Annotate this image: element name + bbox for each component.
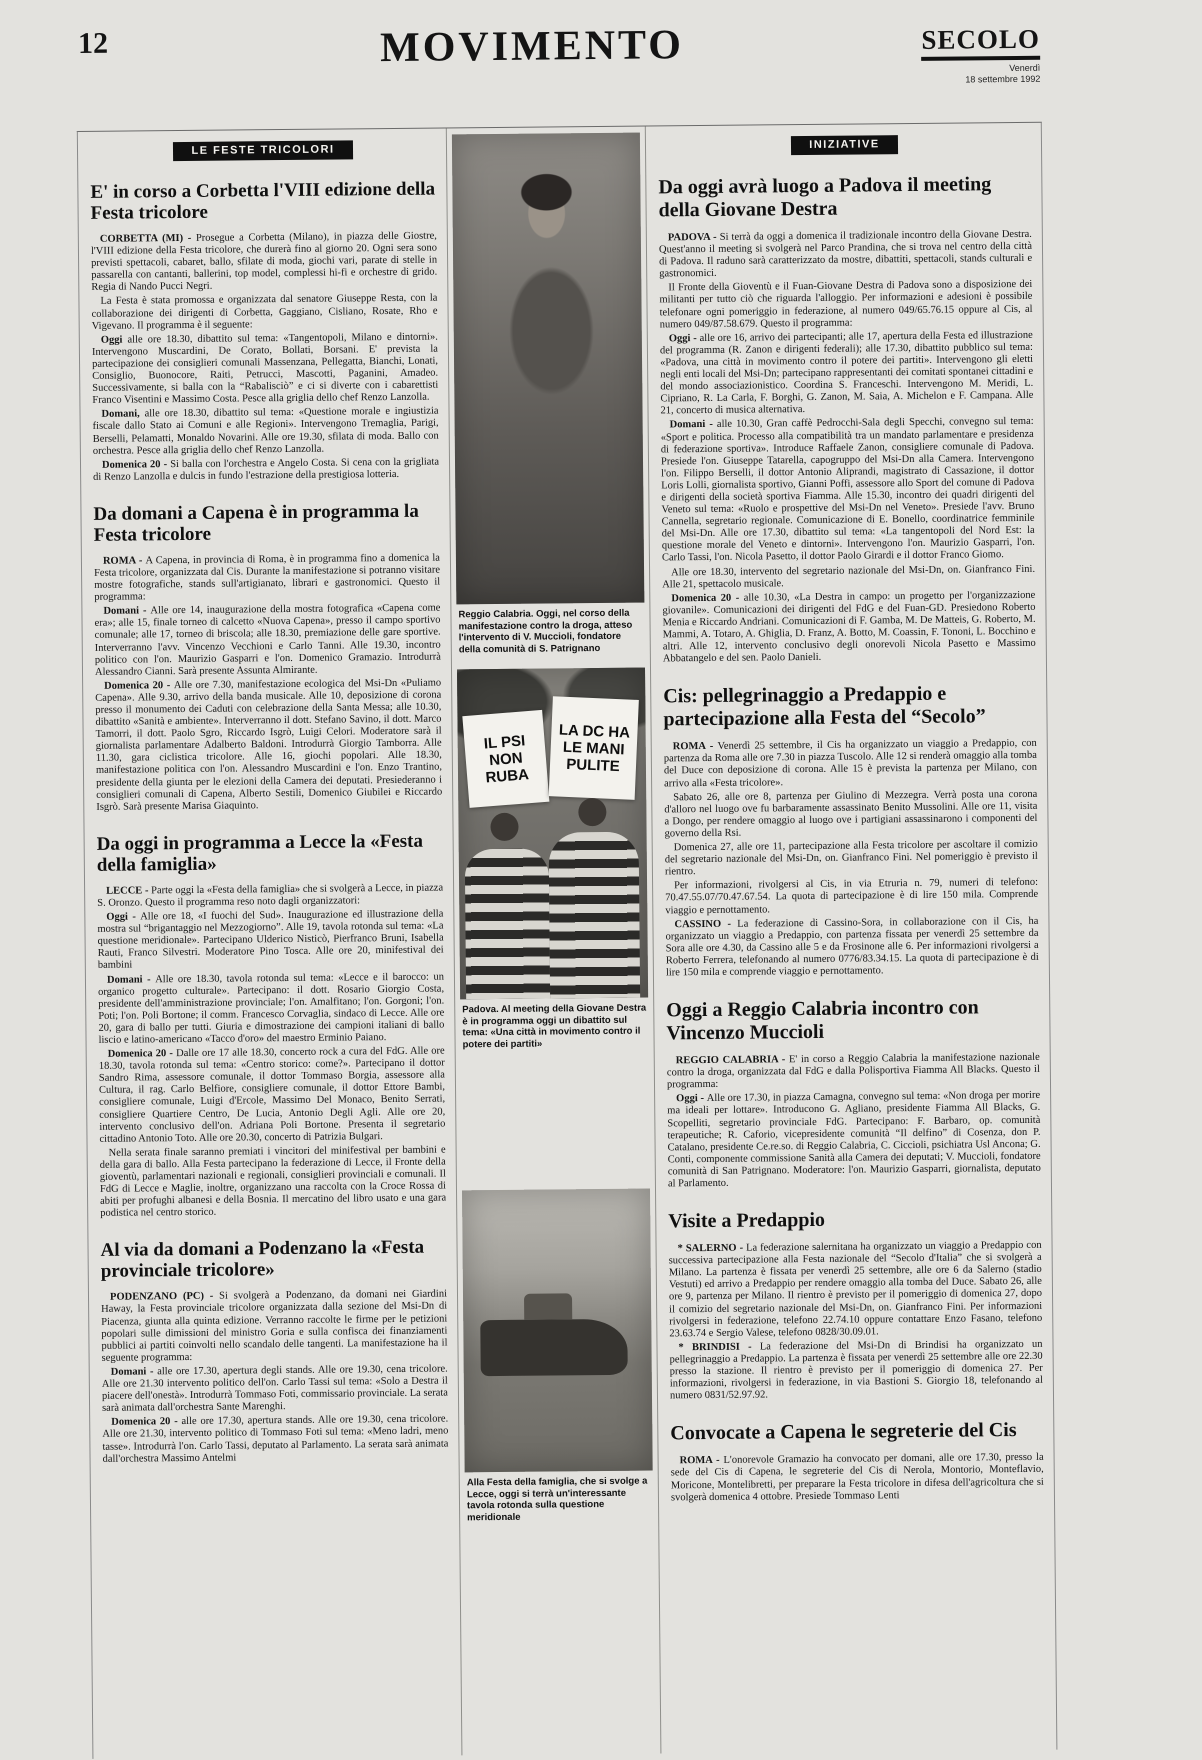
article-body — [91, 231, 439, 484]
content-frame — [77, 122, 1058, 1759]
column-photos — [447, 127, 661, 1756]
article-body — [101, 1289, 449, 1466]
article-paragraph: ROMA - L'onorevole Gramazio ha convocato per domani, alle ore 17.30, presso la sede del Cis di Capena, le segreterie del Cis di Nerola, Montorio, Monteflavio, Moricone, Montelibretti, per preparare la Festa tricolore in difesa dell'agricoltura che si svolgerà domenica 4 ottobre. Presiede Tommaso Lenti — [670, 1452, 1044, 1503]
photo-block-reggio — [452, 133, 645, 656]
photo-caption: Padova. Al meeting della Giovane Destra è in programma oggi un dibattito sul tema: «Una città in movimento contro il potere dei partiti» — [462, 1002, 647, 1050]
article-lecce — [97, 830, 447, 1220]
article-paragraph: Domenica 20 - Si balla con l'orchestra e Angelo Costa. Si cena con la grigliata di Renzo Lanzolla e dulcis in fundo l'estrazione della prestigiosa lotteria. — [93, 456, 440, 483]
article-paragraph: Domenica 27, alle ore 11, partecipazione alla Festa tricolore per ascoltare il comizio del segretario nazionale del Msi-Dn, on. Gianfranco Fini. Nel pomeriggio è previsto il rientro. — [664, 838, 1038, 878]
article-headline: Convocate a Capena le segreterie del Cis — [670, 1419, 1017, 1445]
article-paragraph: Domani, alle ore 18.30, dibattito sul tema: «Questione morale e ingiustizia fiscale dallo Stato ai Comuni e alle Regioni». Intervengono Tremaglia, Parigi, Berselli, Pelamatti, Monaldo Novarini. Alle ore 19.30, sfilata di moda. Ballo con orchestra. Pesce alla griglia dello chef Renzo Lanzolla. — [92, 405, 439, 457]
person-head — [578, 798, 606, 826]
photo-caption: Reggio Calabria. Oggi, nel corso della manifestazione contro la droga, atteso l'intervento di V. Muccioli, fondatore della comunità di S. Patrignano — [458, 607, 633, 655]
masthead-secolo: SECOLO — [921, 24, 1040, 61]
article-convocate-capena — [670, 1419, 1044, 1504]
article-headline: Da oggi in programma a Lecce la «Festa della famiglia» — [96, 830, 424, 876]
section-tag-iniziative: INIZIATIVE — [791, 135, 898, 155]
article-headline: Oggi a Reggio Calabria incontro con Vincenzo Muccioli — [666, 996, 979, 1045]
article-paragraph: Domenica 20 - Dalle ore 17 alle 18.30, concerto rock a cura del FdG. Alle ore 18.30, tavola rotonda sul tema: «Centro storico: come?». Partecipano il dottor Sandro Rima, assessore comunale, il dottor Tommaso Borgia, assessore alla Cultura, il rag. Carlo Belfiore, consigliere comunale, il dottor Ettore Bambi, consigliere comunale, Luigi d'Ercole, Massimo Del Monaco, Benito Serrati, consigliere Quartiere Centro, De Lucia, Antonio Degli Agli. Alle ore 20, intervento conclusivo dell'on. Adriana Poli Bortone. Presenta il segretario cittadino Antonio Toto. Alle ore 20.30, concerto di Patrizia Bulgari. — [98, 1045, 446, 1145]
article-paragraph: Oggi alle ore 18.30, dibattito sul tema: «Tangentopoli, Milano e dintorni». Intervengono Muscardini, De Corato, Bollati, Borsani. E' prevista la partecipazione dei consiglieri comunali Massenzana, Pellegatta, Bianchi, Lonati, Consiglio, Buonocore, Raiti, Petrucci, Mascotti, Paganini, Amadeo. Successivamente, si balla con la “Rabalisciò” e ci si diverte con i cabarettisti Franco Visentini e Massimo Costa. Pesce alla griglia dello chef Renzo Lanzolla. — [91, 331, 439, 407]
section-title: MOVIMENTO — [379, 22, 685, 72]
article-headline: Cis: pellegrinaggio a Predappio e partecipazione alla Festa del “Secolo” — [663, 682, 986, 731]
masthead-box — [921, 24, 1040, 86]
article-body — [97, 882, 446, 1220]
article-body — [664, 738, 1039, 979]
article-paragraph: REGGIO CALABRIA - E' in corso a Reggio Calabria la manifestazione nazionale contro la droga, organizzata dal FdG e dalla Polisportiva Fiamma All Blacks. Questo il programma: — [666, 1051, 1040, 1091]
article-capena — [93, 500, 442, 813]
article-paragraph: Oggi - alle ore 16, arrivo dei partecipanti; alle 17, apertura della Festa ed illustrazione del programma (R. Zanon e dirigenti federali); alle 17.30, dibattito pubblico sul tema: «Padova, una città in movimento contro il potere dei partiti». Intervengono gli eletti negli enti locali del Msi-Dn; partecipano rappresentanti dei comitati spontanei cittadini e del mondo associazionistico. Coordina S. Franceschi. Intervengono M. Meridi, L. Cipriano, R. La Carla, F. Borghi, G. Zanon, M. Saia, A. Michelon e F. Campana. Alle 21, concerto di musica alternativa. — [659, 329, 1034, 417]
article-paragraph: Sabato 26, alle ore 8, partenza per Giulino di Mezzegra. Verrà posta una corona d'alloro nel luogo ove fu barbaramente assassinato Benito Mussolini. Alle ore 11, visita a Dongo, per rendere omaggio al luogo ove i partigiani assassinarono i componenti del governo della Rsi. — [664, 788, 1038, 840]
boat-shape — [480, 1318, 627, 1375]
article-paragraph: Domani - Alle ore 14, inaugurazione della mostra fotografica «Capena come era»; alle 15, finale torneo di calcetto «Nuova Capena», presso il campo sportivo comunale; alle 17, torneo di briscola; alle 18.30, premiazione delle gare sportive. Interverranno l'avv. Vincenzo Vecchioni e Carlo Tanni. Alle 19.30, incontro politico con l'on. Maurizio Gasparri e l'on. Domenico Gramazio. Introdurrà Alessandro Cianni. Sarà presente Assunta Almirante. — [94, 602, 441, 678]
section-tag-feste-tricolori: LE FESTE TRICOLORI — [173, 140, 352, 161]
article-paragraph: * BRINDISI - La federazione del Msi-Dn di Brindisi ha organizzato un pellegrinaggio a Predappio. La partenza è fissata per venerdì 25 settembre alle ore 22.30 presso la stazione. Il rientro è previsto per il pomeriggio di domenica 27. Per informazioni, rivolgersi in federazione, in via Bastioni S. Giorgio 18, telefonando al numero 0831/52.97.92. — [669, 1338, 1043, 1402]
article-reggio-muccioli — [666, 996, 1041, 1191]
article-paragraph: Domenica 20 - alle ore 17.30, apertura stands. Alle ore 19.30, cena tricolore. Alle ore 21.30, intervento politico di Tommaso Foti sul tema: «Meno ladri, meno tasse». Introdurrà l'on. Carlo Tassi, deputato al Parlamento. La serata sarà animata dall'orchestra Massimo Antelmi — [102, 1413, 449, 1465]
photo-block-lecce — [462, 1189, 653, 1524]
article-paragraph: LECCE - Parte oggi la «Festa della famiglia» che si svolgerà a Lecce, in piazza S. Oronzo. Questo il programma reso noto dagli organizzatori: — [97, 882, 444, 909]
article-paragraph: * SALERNO - La federazione salernitana ha organizzato un viaggio a Predappio con successiva partecipazione alla Festa nazionale del “Secolo d'Italia” che si svolgerà a Milano. La partenza è fissata per venerdì 25 settembre, alle ore 6 da Salerno (stadio Vestuti) ed arrivo a Predappio per rendere omaggio alla tomba del Duce. Sabato 26, alle ore 9, partenza per Milano. Il rientro è previsto per il pomeriggio di domenica 27, dopo il comizio del segretario nazionale del Msi-Dn, on. Gianfranco Fini. Per informazioni rivolgersi in federazione, telefono 22.74.10 oppure contattare Enzo Fasano, telefono 23.63.74 e Sergio Valese, telefono 0828/30.09.01. — [668, 1239, 1043, 1340]
striped-shirt — [549, 832, 641, 999]
article-body — [671, 1452, 1044, 1504]
article-paragraph: Domani - alle 10.30, Gran caffè Pedrocchi-Sala degli Specchi, convegno sul tema: «Sport e politica. Processo alla compatibilità tra un mandato parlamentare e presidenza di federazione sportiva». Introduce Raffaele Zanon, consigliere comunale di Padova. Presiede l'on. Giuseppe Tatarella, capogruppo del Msi-Dn alla Camera. Intervengono l'on. Filippo Berselli, il dottor Antonio Aliprandi, magistrato di Cassazione, il dottor Loris Lolli, giornalista sportivo, Gianni Poffi, assessore allo Sport del comune di Padova e dirigenti della società sportiva Fiamma. Alle 15.30, incontro dei quadri dirigenti del Veneto sul tema: «Ruolo e prospettive del Msi-Dn nel Veneto». Presiede l'avv. Bruno Cannella, segretario regionale. Comunicazione di E. Bonello, coordinatrice femminile del Msi-Dn. Alle ore 17.30, dibattito sul tema: «La tangentopoli del Nord Est: la questione morale del Veneto e dintorni». Intervengono l'on. Maurizio Gasparri, l'on. Carlo Tassi, l'on. Nicola Pasetto, il dottor Paolo Girardi e il dottor Franco Giomo. — [660, 416, 1035, 564]
photo-caption: Alla Festa della famiglia, che si svolge a Lecce, oggi si terrà un'interessante tavola rotonda sulla questione meridionale — [466, 1475, 648, 1523]
article-corbetta — [90, 179, 439, 484]
article-paragraph: Domenica 20 - Alle ore 7.30, manifestazione ecologica del Msi-Dn «Puliamo Capena». Alle 9.30, arrivo della banda musicale. Alle 10, deposizione di corona presso il monumento dei Caduti con celebrazione della Santa Messa; alle 10.30, dibattito «Sanità e ambiente». Interverranno il dott. Stefano Savino, il dott. Marco Tamorri, il dott. Paolo Sgro, Riccardo Isgrò, Luigi Celori. Moderatore sarà il giornalista parlamentare Adalberto Baldoni. Introdurrà Giorgio Tamborra. Alle 11.30, gara ciclistica tricolore. Alle 16, giochi popolari. Alle 18.30, manifestazione politica con l'on. Alessandro Muscardini e l'on. Enzo Trantino, presidente della giunta per le elezioni della Camera dei deputati. Presiederanno i consiglieri comunali di Capena, Alberto Sestili, Domenico Giubilei e Riccardo Isgrò. Sarà presente Marisa Giaquinto. — [95, 677, 443, 813]
article-paragraph: ROMA - Venerdì 25 settembre, il Cis ha organizzato un viaggio a Predappio, con partenza da Roma alle ore 7.30 in piazza Tuscolo. Alle 12 si renderà omaggio alla tomba del Duce con deposizione di corona. Alle 15 è prevista la partenza per Milano, con arrivo alla «Festa tricolore». — [663, 738, 1038, 789]
article-body — [94, 552, 442, 813]
photo-portrait-muccioli — [452, 133, 645, 605]
article-paragraph: Alle ore 18.30, intervento del segretario nazionale del Msi-Dn, on. Gianfranco Fini. Alle 21, spettacolo musicale. — [662, 563, 1036, 591]
section-tag-row — [90, 139, 436, 162]
article-paragraph: ROMA - A Capena, in provincia di Roma, è in programma fino a domenica la Festa tricolore, organizzata dal Cis. Durante la manifestazione si potranno visitare mostre fotografiche, stands sull'artigianato, librari e gastronomici. Questo il programma: — [94, 552, 441, 604]
article-paragraph: Nella serata finale saranno premiati i vincitori del minifestival per bambini e della gara di ballo. Alla Festa partecipano la federazione di Lecce, il Fronte della gioventù, parlamentari nazionali e regionali, consiglieri provinciali e comunali. Il FdG di Lecce e Maglie, inoltre, organizzano una raccolta con la Croce Rossa di abiti per profughi albanesi e della Bosnia. Il mercatino del libro usato e una gara podistica nel centro storico. — [99, 1144, 447, 1220]
article-headline: Visite a Predappio — [668, 1208, 826, 1233]
article-paragraph: PODENZANO (PC) - Si svolgerà a Podenzano, da domani nei Giardini Haway, la Festa provinciale tricolore organizzata dalla sezione del Msi-Dn di Piacenza, giunta alla quinta edizione. Verranno raccolte le firme per le petizioni popolari sulle dimissioni del ministro Goria e sulla confisca dei finanziamenti pubblici ai partiti coinvolti nello scandalo delle tangenti. La manifestazione ha il seguente programma: — [101, 1288, 448, 1364]
article-paragraph: Domani - Alle ore 18.30, tavola rotonda sul tema: «Lecce e il barocco: un organico progetto culturale». Partecipano: il dott. Rosario Giorgio Costa, presidente dell'amministrazione provinciale; l'on. Amalfitano; l'on. Gorgoni; l'on. Poti; l'on. Poli Bortone; il comm. Francesco Corvaglia, sindaco di Lecce. Alle ore 20, gara di ballo per tutti. Giuria e dimostrazione dei campioni italiani di ballo liscio e latino-americano «Tacco d'oro» del maestro Erminio Paiano. — [98, 971, 445, 1046]
protest-sign-dc — [549, 696, 639, 800]
article-cis-predappio — [663, 682, 1039, 979]
article-paragraph: Per informazioni, rivolgersi al Cis, in via Etruria n. 79, numeri di telefono: 70.47.55.07/70.47.67.54. La quota di partecipazione è di lire 150 mila. Comprende viaggio e pernottamento. — [665, 877, 1039, 916]
striped-shirt — [465, 849, 550, 1000]
article-headline: E' in corso a Corbetta l'VIII edizione della Festa tricolore — [90, 178, 436, 224]
issue-date — [922, 63, 1041, 86]
article-headline: Al via da domani a Podenzano la «Festa provinciale tricolore» — [100, 1237, 425, 1283]
column-right — [646, 123, 1057, 1754]
issue-date-full: 18 settembre 1992 — [965, 73, 1041, 85]
article-paragraph: La Festa è stata promossa e organizzata dal senatore Giuseppe Resta, con la collaborazione dei dirigenti di Corbetta, Gaggiano, Cisliano, Rosate, Rho e Vigevano. Il programma è il seguente: — [91, 293, 438, 332]
sign-text: LA DC HA LE MANI PULITE — [558, 721, 631, 775]
photo-protest-signs — [457, 668, 648, 1000]
column-left — [78, 128, 462, 1758]
article-headline: Da domani a Capena è in programma la Festa tricolore — [93, 500, 419, 546]
article-body — [667, 1052, 1041, 1191]
article-paragraph: PADOVA - Si terrà da oggi a domenica il tradizionale incontro della Giovane Destra. Quest'anno il meeting si svolgerà nel Parco Prandina, che si trova nel centro della città di Padova. Il raduno sarà caratterizzato da mostre, dibattiti, spettacoli, stands culturali e gastronomici. — [658, 228, 1033, 280]
article-body — [659, 229, 1036, 666]
photo-boat-scene — [462, 1189, 653, 1473]
page-number: 12 — [77, 26, 109, 60]
sign-text: IL PSI NON RUBA — [483, 731, 530, 787]
protest-sign-psi — [462, 710, 549, 808]
person-head — [490, 813, 518, 841]
photo-block-padova — [457, 668, 649, 1051]
article-padova-meeting — [658, 173, 1036, 666]
section-tag-row — [658, 133, 1031, 157]
article-paragraph: CASSINO - La federazione di Cassino-Sora, in collaborazione con il Cis, ha organizzato un viaggio a Predappio, con partenza fissata per venerdì 25 settembre da Sora alle ore 4.30, da Cassino alle 5 e da Frosinone alle 6. Per informazioni rivolgersi a Roberto Ferrera, telefonando al numero 0776/83.34.15. La quota di partecipazione è di lire 150 mila e comprende viaggio e pernottamento. — [665, 915, 1039, 979]
article-paragraph: Oggi - Alle ore 17.30, in piazza Camagna, convegno sul tema: «Non droga per morire ma ideali per lottare». Introducono G. Agliano, presidente Fiamma All Blacks, G. Scopelliti, segretario provinciale FdG. Partecipano: F. Barbaro, op. comunità terapeutiche; R. Caforio, vicepresidente comunità “Il delfino” di Cosenza, don P. Catalano, presidente Ce.re.so. di Reggio Calabria, C. Ciccioli, psichiatra Usl Ancona; G. Conti, componente commissione Sanità alla Camera dei deputati; V. Muccioli, fondatore comunità di San Patrignano. Moderatore: l'on. Maurizio Gasparri, giornalista, deputato al Parlamento. — [667, 1090, 1041, 1190]
issue-date-day: Venerdì — [1009, 62, 1041, 74]
article-paragraph: Domenica 20 - alle 10.30, «La Destra in campo: un progetto per l'organizzazione giovanile». Comunicazioni dei dirigenti del FdG e del Fuan-GD. Presiedono Roberto Menia e Riccardo Andriani. Comunicazioni di F. Gamba, M. De Matteis, G. Roberto, M. Mammi, A. Totaro, A. Ghiglia, D. Franz, A. Botto, M. Coassin, F. Tononi, L. Bocchino e altri. Alle 12, intervento conclusivo degli onorevoli Nicola Pasetto e Massimo Abbatangelo e del sen. Paolo Danieli. — [662, 589, 1036, 665]
article-paragraph: Il Fronte della Gioventù e il Fuan-Giovane Destra di Padova sono a disposizione dei militanti per tutto ciò che riguarda l'alloggio. Per informazioni e adesioni è possibile telefonare ogni pomeriggio in federazione, al numero 049/65.76.15 oppure al Cis, al numero 049/87.58.679. Questo il programma: — [659, 279, 1033, 331]
article-visite-predappio — [668, 1207, 1043, 1403]
article-body — [669, 1240, 1044, 1403]
article-podenzano — [100, 1237, 448, 1466]
article-paragraph: Oggi - Alle ore 18, «I fuochi del Sud». Inaugurazione ed illustrazione della mostra sul “brigantaggio nel Mezzogiorno”. Alle 19, tavola rotonda sul tema: «La questione meridionale». Partecipano Ulderico Nisticò, Pierfranco Bruni, Isabella Rauti, Franco Silvestri. Moderatore Pino Tosca. Alle ore 20, minifestival dei bambini — [97, 908, 444, 972]
article-paragraph: CORBETTA (MI) - Prosegue a Corbetta (Milano), in piazza delle Giostre, l'VIII edizione della Festa tricolore, che durerà fino al giorno 20. Ogni sera sono previsti spettacoli, cabaret, ballo, sfilate di moda, giochi vari, parate di stelle in passarella con cantanti, ballerini, top model, complessi hi-fi e orchestre di grido. Regia di Nando Pucci Negri. — [90, 230, 438, 294]
article-paragraph: Domani - alle ore 17.30, apertura degli stands. Alle ore 19.30, cena tricolore. Alle ore 21.30 intervento politico dell'on. Carlo Tassi sul tema: «Solo a Destra il piacere dell'onestà». Introdurrà Tommaso Foti, commissario provinciale. La serata sarà animata dall'orchestra Sante Marenghi. — [101, 1363, 449, 1415]
article-headline: Da oggi avrà luogo a Padova il meeting della Giovane Destra — [658, 173, 992, 222]
page-header — [0, 0, 1195, 132]
